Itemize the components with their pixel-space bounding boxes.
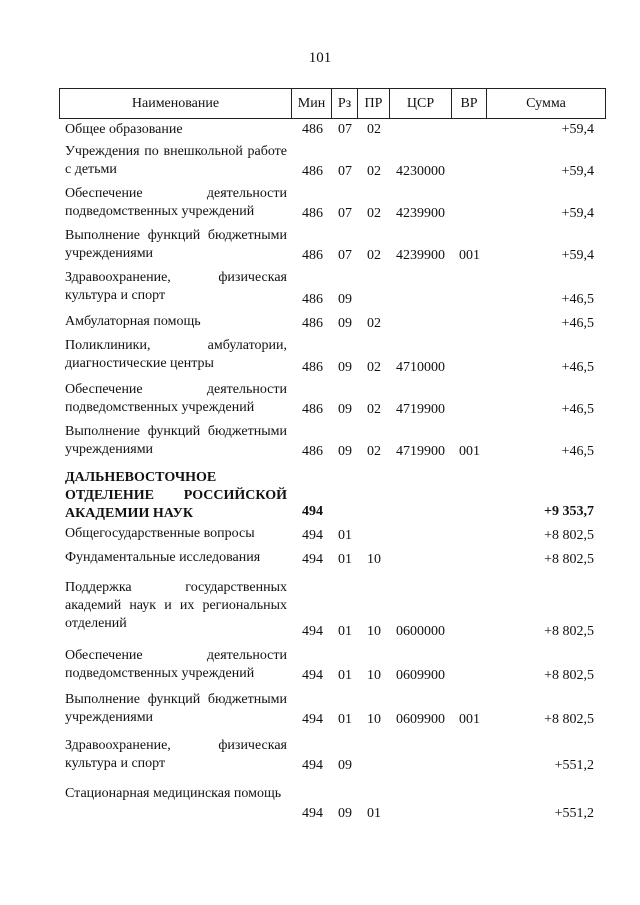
row-name: Стационарная медицинская помощь [65,786,282,801]
row-csr: 0600000 [396,624,445,639]
row-csr: 4710000 [396,360,445,375]
row-sum: +8 802,5 [544,552,594,567]
row-name: Обеспечение деятельности подведомственных учреждений [65,382,287,415]
row-sum: +46,5 [561,292,594,307]
table-row [0,335,640,379]
row-min: 486 [302,444,323,459]
row-min: 494 [302,552,323,567]
row-name: Здравоохранение, физическая культура и спорт [65,738,287,771]
row-min: 494 [302,528,323,543]
row-rz: 09 [338,806,352,821]
row-name: Учреждения по внешкольной работе с детьми [65,144,287,177]
row-sum: +46,5 [561,402,594,417]
row-pr: 10 [367,552,381,567]
table-row [0,687,640,731]
row-min: 494 [302,758,323,773]
table-row-section [0,463,640,523]
row-rz: 01 [338,624,352,639]
row-min: 494 [302,806,323,821]
row-min: 486 [302,292,323,307]
row-name: Поликлиники, амбулатории, диагностические центры [65,338,287,371]
row-min: 486 [302,316,323,331]
row-rz: 01 [338,712,352,727]
row-rz: 01 [338,668,352,683]
header-rz: Рз [331,89,357,118]
header-pr: ПР [357,89,389,118]
row-csr: 4239900 [396,248,445,263]
row-name: Выполнение функций бюджетными учреждениями [65,424,287,457]
table-row [0,777,640,825]
row-rz: 07 [338,122,352,137]
row-min: 486 [302,248,323,263]
header-min: Мин [291,89,331,118]
header-vr: ВР [451,89,486,118]
row-rz: 09 [338,316,352,331]
row-pr: 02 [367,248,381,263]
row-sum: +551,2 [554,758,594,773]
row-pr: 02 [367,206,381,221]
row-sum: +59,4 [561,206,594,221]
header-name: Наименование [131,96,220,111]
row-name: Выполнение функций бюджетными учреждениями [65,692,287,725]
row-name: Амбулаторная помощь [65,314,201,329]
row-min: 486 [302,164,323,179]
row-pr: 01 [367,806,381,821]
row-pr: 10 [367,624,381,639]
row-min: 494 [302,712,323,727]
row-sum: +8 802,5 [544,712,594,727]
row-sum: +59,4 [561,248,594,263]
row-csr: 4719900 [396,402,445,417]
table-row [0,183,640,225]
row-name: ДАЛЬНЕВОСТОЧНОЕ ОТДЕЛЕНИЕ РОССИЙСКОЙ АКАДЕМИИ НАУК [65,470,287,521]
row-min: 494 [302,504,323,519]
row-csr: 4239900 [396,206,445,221]
header-sum: Сумма [486,89,605,118]
row-name: Выполнение функций бюджетными учреждениями [65,228,287,261]
table-row [0,421,640,463]
table-header [59,88,606,119]
row-name: Поддержка государственных академий наук и их региональных отделений [65,580,287,631]
row-rz: 09 [338,444,352,459]
row-csr: 0609900 [396,712,445,727]
row-sum: +8 802,5 [544,668,594,683]
row-pr: 02 [367,164,381,179]
row-min: 494 [302,624,323,639]
row-csr: 4230000 [396,164,445,179]
table-row [0,523,640,547]
row-min: 486 [302,402,323,417]
row-rz: 01 [338,528,352,543]
row-rz: 09 [338,360,352,375]
row-pr: 02 [367,316,381,331]
row-name: Фундаментальные исследования [65,550,261,565]
row-name: Здравоохранение, физическая культура и спорт [65,270,287,303]
table-row [0,225,640,267]
row-name: Обеспечение деятельности подведомственных учреждений [65,186,287,219]
row-pr: 02 [367,402,381,417]
row-min: 486 [302,206,323,221]
table-row [0,643,640,687]
row-rz: 09 [338,292,352,307]
row-rz: 07 [338,206,352,221]
row-pr: 10 [367,712,381,727]
row-vr: 001 [459,248,480,263]
table-row [0,141,640,183]
table-row [0,547,640,571]
row-sum: +46,5 [561,316,594,331]
row-csr: 0609900 [396,668,445,683]
row-name: Общее образование [65,122,183,137]
row-min: 486 [302,122,323,137]
row-sum: +551,2 [554,806,594,821]
row-vr: 001 [459,712,480,727]
page-number: 101 [308,50,332,66]
row-pr: 10 [367,668,381,683]
row-sum: +9 353,7 [544,504,594,519]
row-sum: +46,5 [561,360,594,375]
row-pr: 02 [367,444,381,459]
row-pr: 02 [367,360,381,375]
row-min: 494 [302,668,323,683]
table-row [0,267,640,311]
row-rz: 09 [338,758,352,773]
row-vr: 001 [459,444,480,459]
row-rz: 07 [338,164,352,179]
header-csr: ЦСР [389,89,451,118]
row-name: Обеспечение деятельности подведомственных учреждений [65,648,287,681]
row-sum: +59,4 [561,164,594,179]
row-rz: 07 [338,248,352,263]
row-rz: 01 [338,552,352,567]
table-body [0,119,640,825]
table-row [0,119,640,141]
table-row [0,731,640,777]
row-min: 486 [302,360,323,375]
table-row [0,571,640,643]
table-row [0,311,640,335]
row-sum: +59,4 [561,122,594,137]
row-sum: +8 802,5 [544,528,594,543]
row-rz: 09 [338,402,352,417]
row-csr: 4719900 [396,444,445,459]
row-pr: 02 [367,122,381,137]
row-sum: +8 802,5 [544,624,594,639]
row-sum: +46,5 [561,444,594,459]
table-row [0,379,640,421]
row-name: Общегосударственные вопросы [65,526,255,541]
